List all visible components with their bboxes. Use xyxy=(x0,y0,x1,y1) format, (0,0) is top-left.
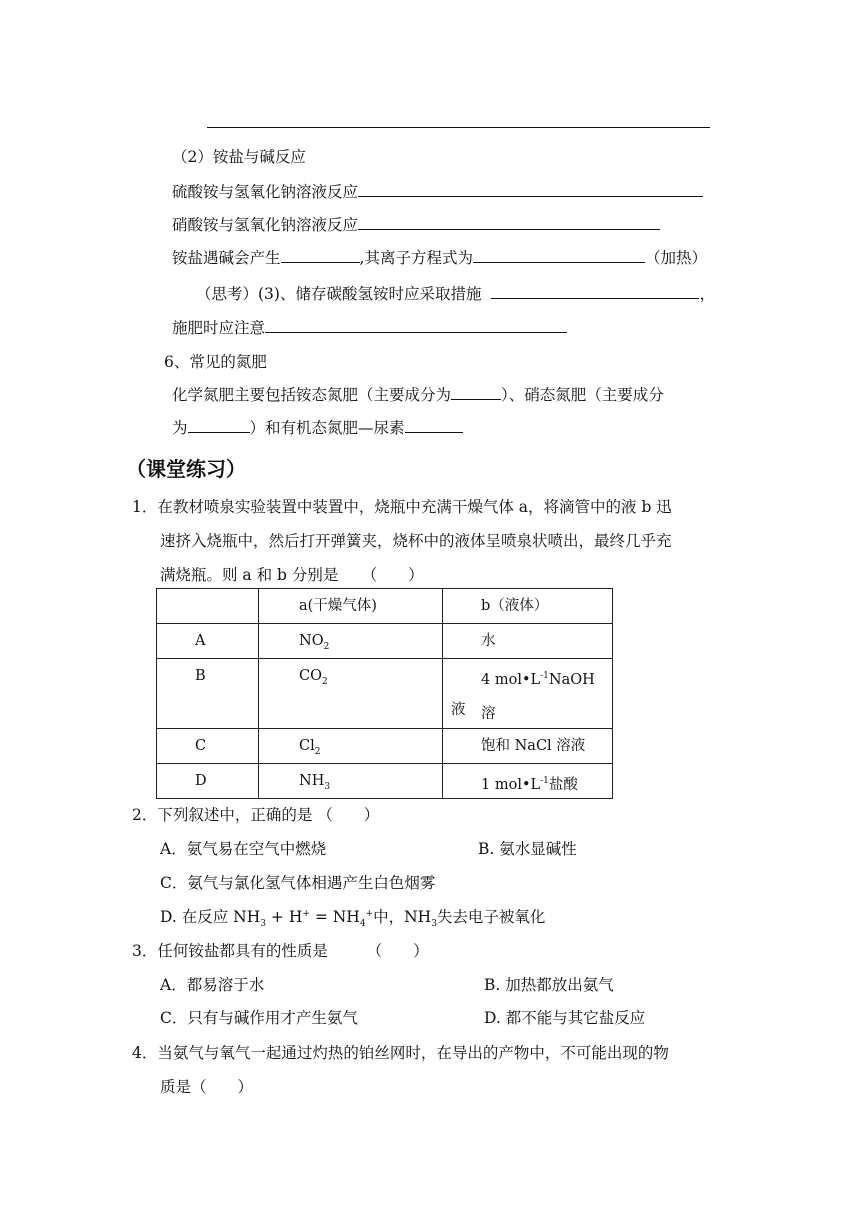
superscript: -1 xyxy=(540,671,549,681)
option-letter: B xyxy=(195,668,206,684)
storage-line xyxy=(196,282,715,304)
table-cell xyxy=(157,624,259,659)
table-header-row xyxy=(157,589,613,624)
text-segment: + H xyxy=(265,908,303,926)
fertilizer-text-line-2 xyxy=(172,416,463,438)
text-segment: ， xyxy=(699,285,715,303)
answer-blank[interactable] xyxy=(281,247,360,264)
ammonium-base-line xyxy=(172,246,707,268)
table-row xyxy=(157,659,613,729)
ammonium-sulfate-line xyxy=(172,180,703,202)
subscript: 3 xyxy=(260,919,266,930)
liquid-text: 饱和 NaCl 溶液 xyxy=(481,738,586,754)
superscript: -1 xyxy=(540,776,549,786)
header-liquid: b（液体） xyxy=(481,598,549,614)
table-cell xyxy=(157,659,259,729)
formula-text: Cl xyxy=(299,738,315,754)
table-cell xyxy=(157,729,259,764)
text-segment: 施肥时应注意 xyxy=(172,319,266,337)
superscript: + xyxy=(302,908,310,919)
formula-text: CO xyxy=(299,668,322,684)
formula-subscript: 2 xyxy=(314,746,321,757)
text-segment: 中，NH xyxy=(373,908,432,926)
text-segment: （加热） xyxy=(644,249,707,267)
table-row xyxy=(157,729,613,764)
text-segment: D. 在反应 NH xyxy=(160,908,261,926)
text-segment: = NH xyxy=(309,908,360,926)
q4-line-2: 质是（ ） xyxy=(160,1078,254,1096)
table-cell xyxy=(443,659,613,729)
text-segment: ）和有机态氮肥—尿素 xyxy=(249,419,405,437)
table-row xyxy=(157,624,613,659)
table-cell xyxy=(259,659,443,729)
text-segment: 失去电子被氧化 xyxy=(436,908,546,926)
q2-option-b[interactable]: B. 氨水显碱性 xyxy=(478,840,577,858)
text-segment: 化学氮肥主要包括铵态氮肥（主要成分为 xyxy=(172,386,452,404)
answer-blank[interactable] xyxy=(358,181,703,198)
q4-line-1: 4．当氨气与氧气一起通过灼热的铂丝网时，在导出的产物中，不可能出现的物 xyxy=(132,1044,669,1062)
liquid-text xyxy=(443,764,612,798)
liquid-text: 水 xyxy=(481,633,496,649)
text-segment: 铵盐遇碱会产生 xyxy=(172,249,281,267)
liquid-text xyxy=(443,659,612,722)
q1-options-table xyxy=(156,588,613,799)
answer-blank[interactable] xyxy=(358,214,660,231)
option-letter: C xyxy=(195,738,207,754)
formula-subscript: 2 xyxy=(321,676,328,687)
subscript: 3 xyxy=(431,919,437,930)
text-segment: 4 mol•L xyxy=(481,671,541,688)
text-segment: 1 mol•L xyxy=(481,776,541,793)
header-gas: a(干燥气体) xyxy=(299,598,377,614)
q3-option-c[interactable]: C．只有与碱作用才产生氨气 xyxy=(160,1009,358,1027)
superscript: + xyxy=(365,908,374,919)
subscript: 4 xyxy=(359,919,366,930)
liquid-text-wrap: 液 xyxy=(451,702,466,718)
table-cell xyxy=(259,764,443,799)
gas-formula xyxy=(299,624,442,658)
table-cell xyxy=(443,764,613,799)
gas-formula xyxy=(299,659,442,693)
fertilizer-apply-line xyxy=(172,316,567,338)
answer-blank[interactable] xyxy=(188,417,250,434)
q1-line-3: 满烧瓶。则 a 和 b 分别是 （ ） xyxy=(160,566,424,584)
ammonium-sulfate-text: 硫酸铵与氢氧化钠溶液反应 xyxy=(172,183,359,201)
q1-line-2: 速挤入烧瓶中，然后打开弹簧夹，烧杯中的液体呈喷泉状喷出，最终几乎充 xyxy=(160,532,672,550)
answer-blank[interactable] xyxy=(265,317,567,334)
answer-blank[interactable] xyxy=(451,384,501,401)
text-segment: 为 xyxy=(172,419,188,437)
sub-title-ammonium-base: （2）铵盐与碱反应 xyxy=(172,148,306,166)
table-cell xyxy=(157,589,259,624)
answer-blank-line xyxy=(207,127,710,128)
ammonium-nitrate-text: 硝酸铵与氢氧化钠溶液反应 xyxy=(172,216,359,234)
formula-text: NH xyxy=(299,773,325,789)
table-cell xyxy=(443,624,613,659)
table-cell xyxy=(443,729,613,764)
formula-subscript: 3 xyxy=(324,781,331,792)
formula-subscript: 2 xyxy=(323,641,330,652)
text-segment: （思考）(3)、储存碳酸氢铵时应采取措施 xyxy=(196,285,482,303)
classroom-practice-heading: （课堂练习） xyxy=(126,457,246,481)
q3-option-b[interactable]: B. 加热都放出氨气 xyxy=(484,976,614,994)
q2-option-d[interactable] xyxy=(160,905,545,929)
text-segment: ,其离子方程式为 xyxy=(359,249,473,267)
q1-line-1: 1．在教材喷泉实验装置中装置中，烧瓶中充满干燥气体 a，将滴管中的液 b 迅 xyxy=(132,498,672,516)
ammonium-nitrate-line xyxy=(172,213,660,235)
q2-stem: 2．下列叙述中，正确的是 （ ） xyxy=(132,806,380,824)
text-segment: 盐酸 xyxy=(548,776,578,793)
table-cell xyxy=(157,764,259,799)
q3-option-d[interactable]: D. 都不能与其它盐反应 xyxy=(484,1009,646,1027)
answer-blank[interactable] xyxy=(405,417,463,434)
text-segment: NaOH 溶 xyxy=(481,671,595,722)
answer-blank[interactable] xyxy=(491,283,699,300)
table-cell xyxy=(259,589,443,624)
table-row xyxy=(157,764,613,799)
gas-formula xyxy=(299,764,442,798)
q3-stem: 3．任何铵盐都具有的性质是 （ ） xyxy=(132,942,429,960)
table-cell xyxy=(259,624,443,659)
table-cell xyxy=(259,729,443,764)
q2-option-c[interactable]: C．氨气与氯化氢气体相遇产生白色烟雾 xyxy=(160,874,436,892)
table-cell xyxy=(443,589,613,624)
option-letter: A xyxy=(195,633,206,649)
formula-text: NO xyxy=(299,633,324,649)
gas-formula xyxy=(299,729,442,763)
q3-option-a[interactable]: A．都易溶于水 xyxy=(160,976,265,994)
section-title-fertilizer: 6、常见的氮肥 xyxy=(164,353,267,371)
option-letter: D xyxy=(195,773,207,789)
text-segment: ）、硝态氮肥（主要成分 xyxy=(501,386,664,404)
q2-option-a[interactable]: A．氨气易在空气中燃烧 xyxy=(160,840,327,858)
answer-blank[interactable] xyxy=(473,247,645,264)
fertilizer-text-line-1 xyxy=(172,383,664,405)
